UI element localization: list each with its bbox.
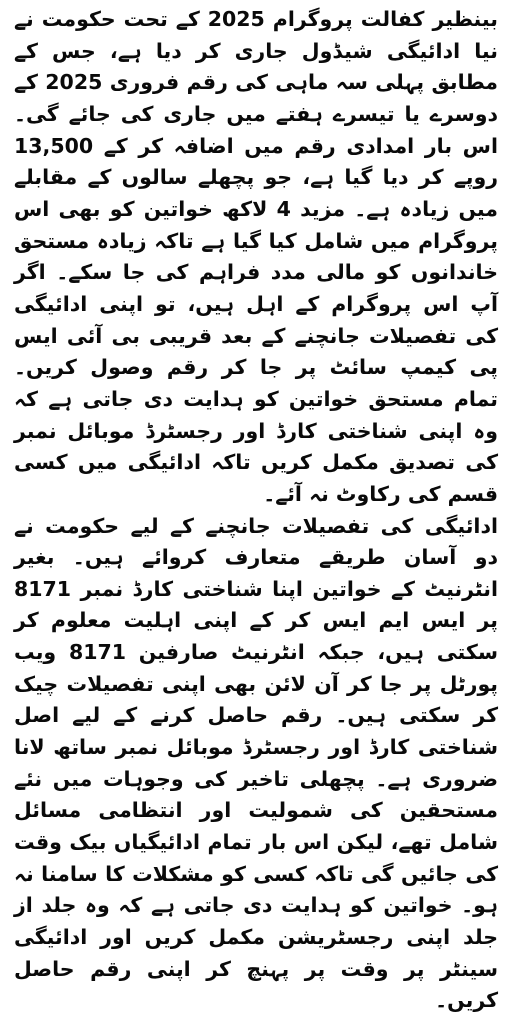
paragraph-verification-methods: ادائیگی کی تفصیلات جانچنے کے لیے حکومت نے دو آسان طریقے متعارف کروائے ہیں۔ بغیر انٹرنیٹ کے خواتین اپنا شناختی کارڈ نمبر 8171 پر ایس ایم ایس کر کے اپنی اہلیت معلوم کر سکتی ہیں، جبکہ انٹرنیٹ صارفین 8171 ویب پورٹل پر جا کر آن لائن بھی اپنی تفصیلات چیک کر سکتی ہیں۔ رقم حاصل کرنے کے لیے اصل شناختی کارڈ اور رجسٹرڈ موبائل نمبر ساتھ لانا ضروری ہے۔ پچھلی تاخیر کی وجوہات میں نئے مستحقین کی شمولیت اور انتظامی مسائل شامل تھے، لیکن اس بار تمام ادائیگیاں بیک وقت کی جائیں گی تاکہ کسی کو مشکلات کا سامنا نہ ہو۔ خواتین کو ہدایت دی جاتی ہے کہ وہ جلد از جلد اپنی رجسٹریشن مکمل کریں اور ادائیگی سینٹر پر وقت پر پہنچ کر اپنی رقم حاصل کریں۔: [14, 513, 498, 1013]
paragraph-payment-schedule: بینظیر کفالت پروگرام 2025 کے تحت حکومت نے نیا ادائیگی شیڈول جاری کر دیا ہے، جس کے مطابق پہلی سہ ماہی کی رقم فروری 2025 کے دوسرے یا تیسرے ہفتے میں جاری کی جائے گی۔ اس بار امدادی رقم میں اضافہ کر کے 13,500 روپے کر دیا گیا ہے، جو پچھلے سالوں کے مقابلے میں زیادہ ہے۔ مزید 4 لاکھ خواتین کو بھی اس پروگرام میں شامل کیا گیا ہے تاکہ زیادہ مستحق خاندانوں کو مالی مدد فراہم کی جا سکے۔ اگر آپ اس پروگرام کے اہل ہیں، تو اپنی ادائیگی کی تفصیلات جانچنے کے بعد قریبی بی آئی ایس پی کیمپ سائٹ پر جا کر رقم وصول کریں۔ تمام مستحق خواتین کو ہدایت دی جاتی ہے کہ وہ اپنی شناختی کارڈ اور رجسٹرڈ موبائل نمبر کی تصدیق مکمل کریں تاکہ ادائیگی میں کسی قسم کی رکاوٹ نہ آئے۔: [14, 7, 498, 506]
article-body: [14, 4, 498, 1017]
